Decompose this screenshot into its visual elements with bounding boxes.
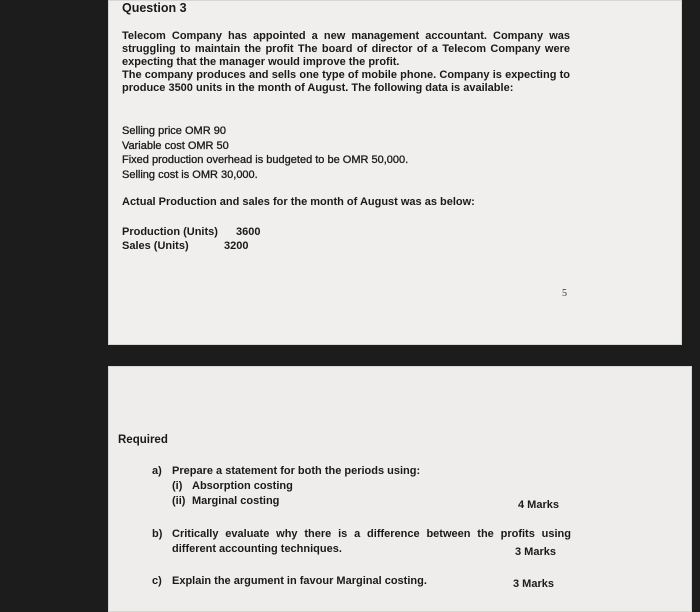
actual-row-label: Production (Units) (122, 226, 218, 238)
question-page (108, 0, 682, 345)
part-b-letter: b) (152, 528, 163, 540)
given-data-line: Variable cost OMR 50 (122, 139, 229, 152)
intro-line: The company produces and sells one type of mobile phone. Company is expecting to (122, 69, 570, 81)
intro-line: Telecom Company has appointed a new management accountant. Company was (122, 30, 570, 42)
intro-line: expecting that the manager would improve the profit. (122, 56, 400, 68)
actual-row-value: 3600 (236, 226, 261, 238)
intro-paragraph (122, 30, 570, 95)
part-b-line1: Critically evaluate why there is a difference between the profits using (172, 528, 571, 540)
part-b-line2: different accounting techniques. (172, 543, 342, 555)
page-number: 5 (562, 288, 567, 299)
part-c-marks: 3 Marks (513, 578, 554, 590)
intro-line: struggling to maintain the profit The board of director of a Telecom Company were (122, 43, 570, 55)
actual-row-label: Sales (Units) (122, 240, 189, 252)
intro-line: produce 3500 units in the month of August. The following data is available: (122, 82, 514, 94)
given-data (122, 124, 408, 182)
actual-row-value: 3200 (224, 240, 249, 252)
given-data-line: Selling price OMR 90 (122, 125, 226, 137)
part-a-letter: a) (152, 465, 162, 477)
part-a-sub-text: Marginal costing (192, 495, 280, 507)
given-data-line: Selling cost is OMR 30,000. (122, 168, 258, 181)
required-page (108, 366, 692, 612)
part-c-text: Explain the argument in favour Marginal costing. (172, 575, 427, 587)
required-heading: Required (118, 434, 168, 446)
actual-heading: Actual Production and sales for the month of August was as below: (122, 196, 475, 208)
question-title: Question 3 (122, 1, 187, 15)
part-c-letter: c) (152, 575, 162, 587)
part-a-sub-text: Absorption costing (192, 480, 293, 492)
part-a-marks: 4 Marks (518, 499, 559, 511)
part-b-marks: 3 Marks (515, 546, 556, 558)
given-data-line: Fixed production overhead is budgeted to be OMR 50,000. (122, 154, 409, 166)
part-a-sub-num: (ii) (172, 495, 186, 507)
part-a-sub-num: (i) (172, 480, 183, 492)
part-a-text: Prepare a statement for both the periods using: (172, 465, 421, 477)
